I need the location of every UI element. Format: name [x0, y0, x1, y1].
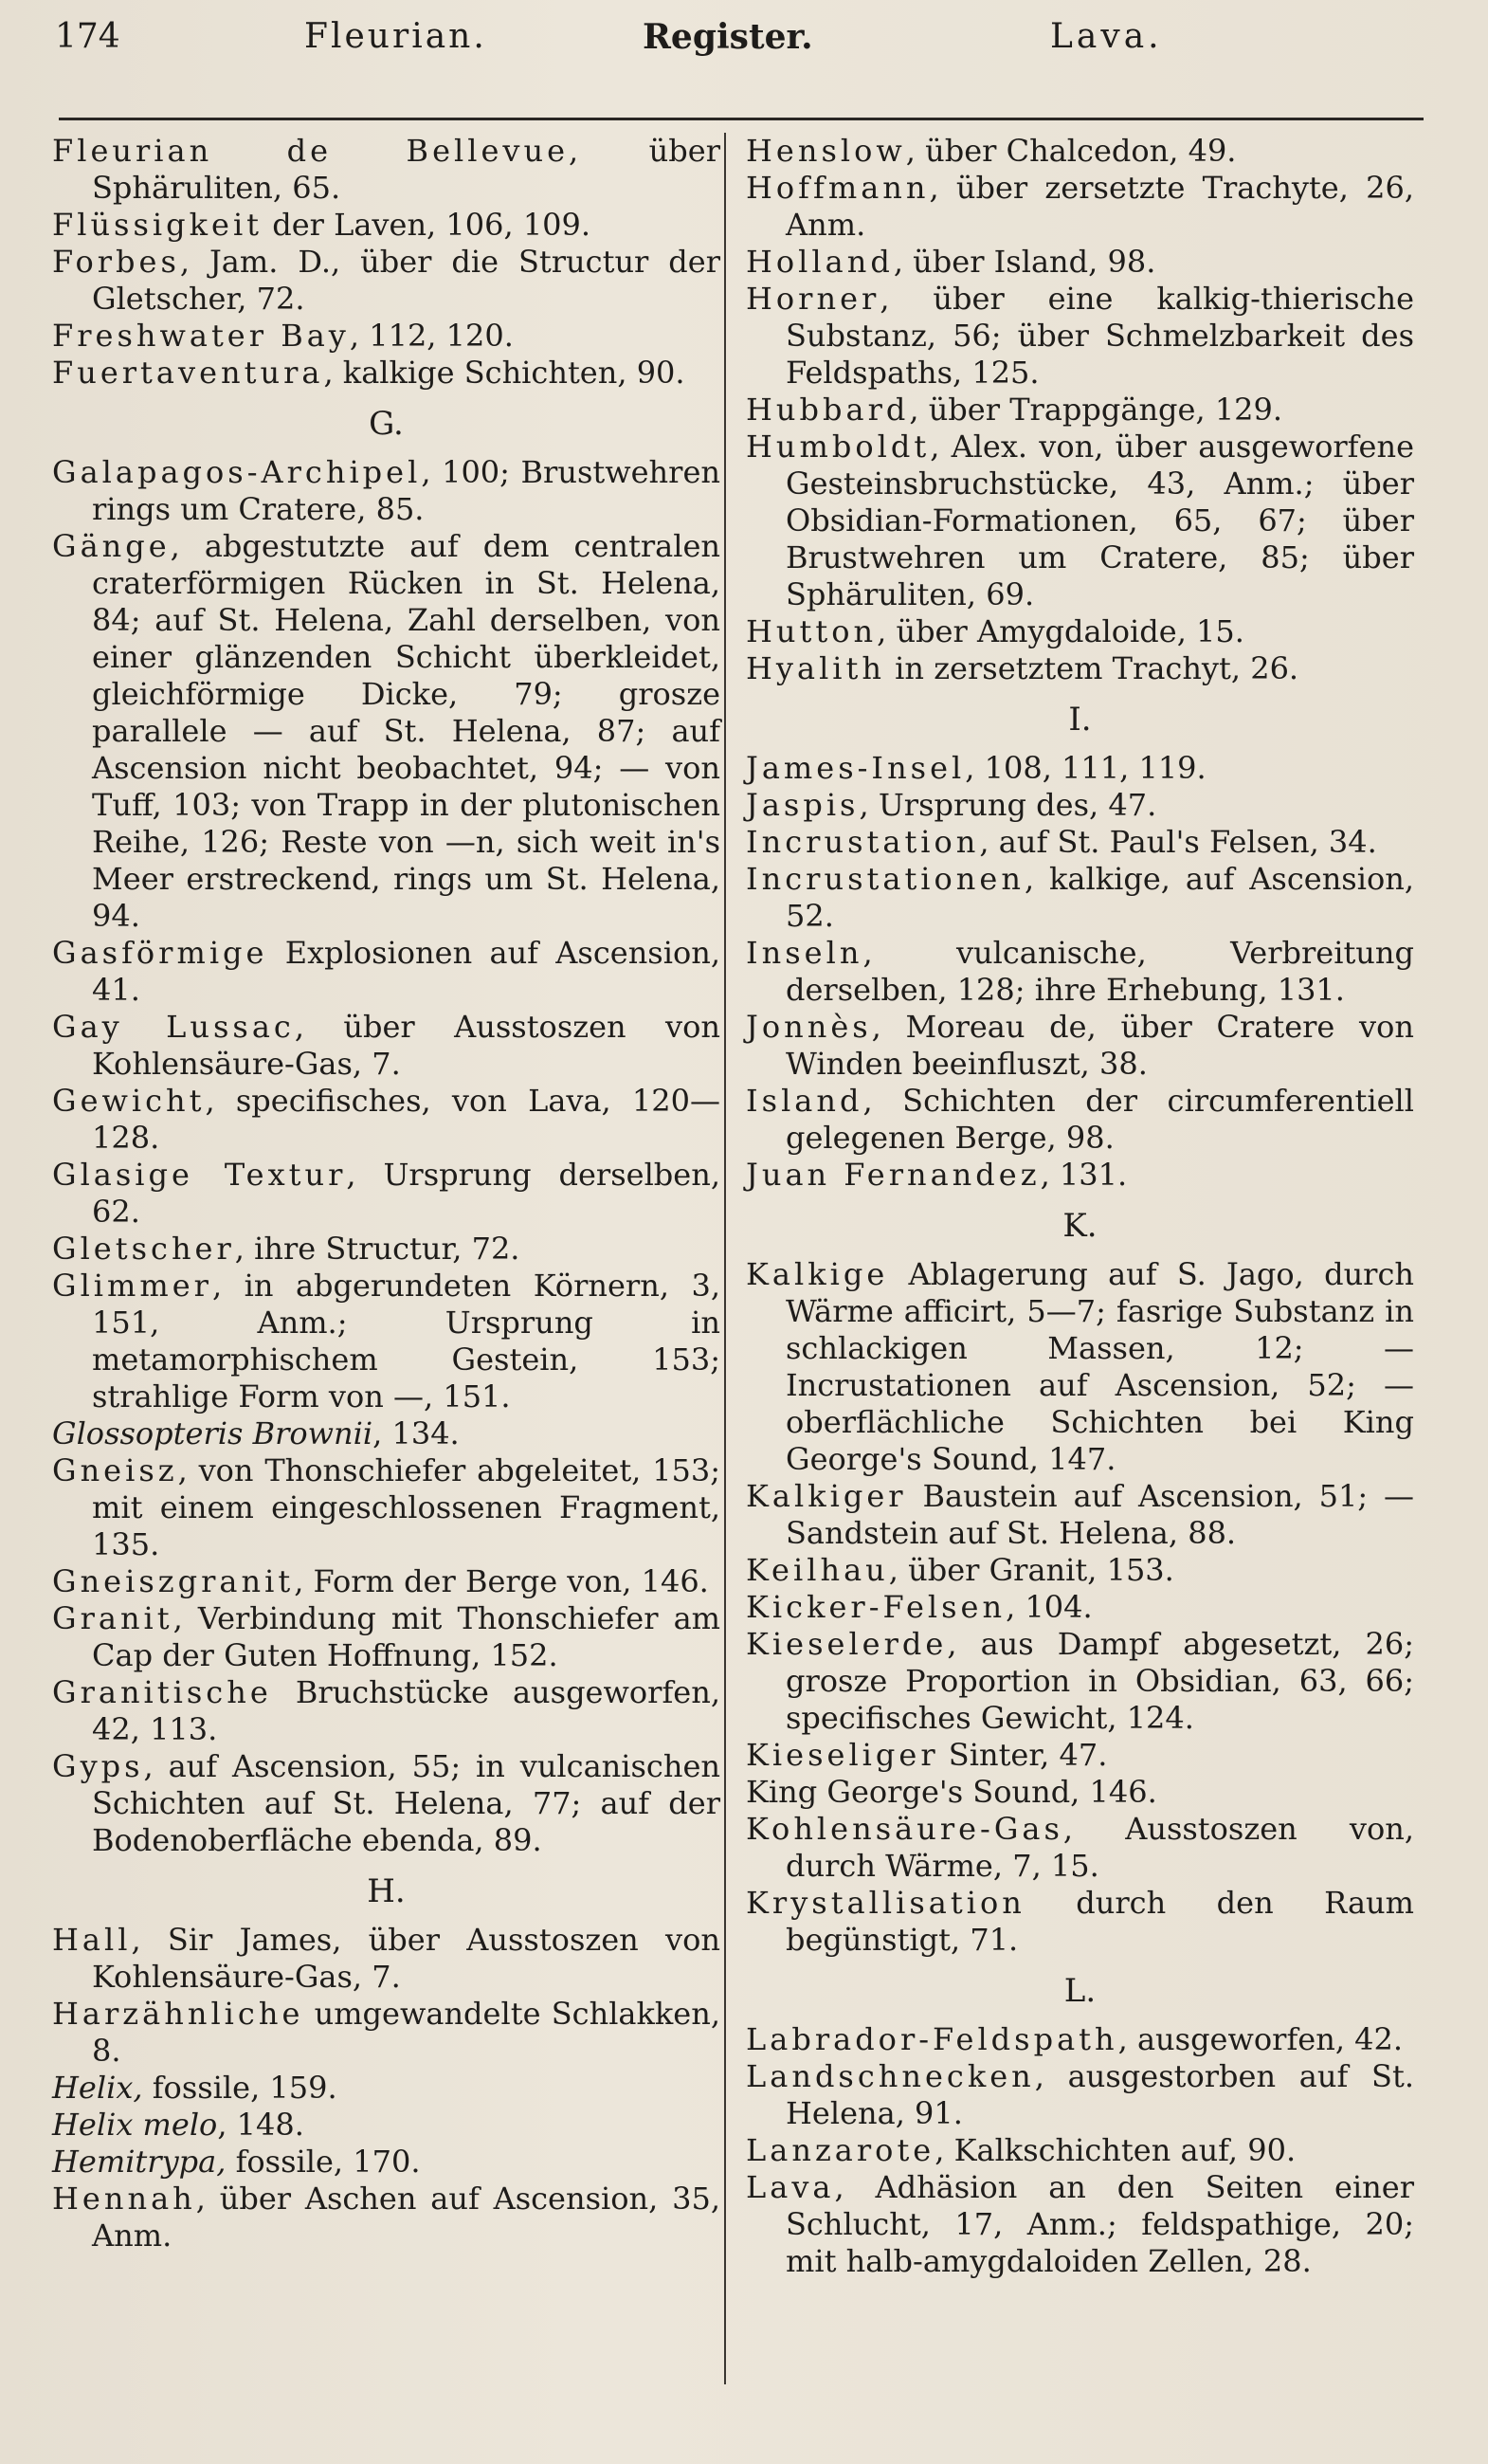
entry-text: , ihre Structur, 72.: [234, 1231, 520, 1267]
entry-headword: Helix melo: [52, 2107, 218, 2143]
entry-headword: Fleurian de Bellevue: [52, 133, 570, 169]
entry-text: , Alex. von, über ausgeworfene Gesteinsbruchstücke, 43, Anm.; über Obsidian-Formationen, 65, 67; über Brustwehren um Cratere, 85; über Sphäruliten, 69.: [786, 429, 1414, 612]
entry-headword: Forbes: [52, 244, 180, 280]
index-entry: [52, 1231, 720, 1268]
index-entry: [52, 1600, 720, 1674]
index-entry: [52, 1674, 720, 1748]
index-entry: [746, 429, 1414, 613]
index-entry: [746, 613, 1414, 650]
index-entry: [52, 2144, 720, 2181]
index-entry: [52, 1157, 720, 1231]
entry-headword: Island: [746, 1083, 863, 1119]
entry-headword: Lanzarote: [746, 2132, 935, 2168]
entry-headword: Juan Fernandez: [746, 1157, 1041, 1193]
index-entry: [52, 1996, 720, 2070]
entry-text: Bruchstücke ausgeworfen, 42, 113.: [92, 1674, 720, 1747]
index-entry: [746, 2169, 1414, 2280]
entry-headword: Kalkige: [746, 1256, 889, 1292]
entry-headword: Hubbard: [746, 392, 910, 428]
entry-text: , 108, 111, 119.: [965, 750, 1207, 786]
entry-headword: Jonnès: [746, 1009, 872, 1045]
entry-headword: Gewicht: [52, 1083, 206, 1119]
entry-text: in zersetztem Trachyt, 26.: [885, 650, 1299, 686]
index-entry: [52, 935, 720, 1009]
entry-headword: James-Insel: [746, 750, 966, 786]
entry-text: , über Amygdaloide, 15.: [877, 613, 1244, 649]
index-entry: [52, 2181, 720, 2254]
running-head: [55, 17, 1420, 74]
entry-text: , Ausstoszen von, durch Wärme, 7, 15.: [786, 1811, 1414, 1884]
entry-text: , Ursprung des, 47.: [859, 787, 1157, 823]
index-entry: [52, 207, 720, 244]
entry-headword: Hutton: [746, 613, 878, 649]
entry-text: fossile, 159.: [142, 2070, 337, 2106]
entry-text: , Moreau de, über Cratere von Winden beeinfluszt, 38.: [786, 1009, 1414, 1082]
entry-text: , kalkige, auf Ascension, 52.: [786, 861, 1414, 934]
entry-text: , in abgerundeten Körnern, 3, 151, Anm.; Ursprung in metamorphischem Gestein, 153; strahlige Form von —, 151.: [92, 1268, 720, 1415]
entry-headword: Kieselerde: [746, 1626, 948, 1662]
entry-headword: Holland: [746, 244, 894, 280]
index-entry: [746, 1083, 1414, 1157]
entry-text: , Sir James, über Ausstoszen von Kohlensäure-Gas, 7.: [92, 1922, 720, 1995]
index-entry: [746, 750, 1414, 787]
entry-text: durch den Raum begünstigt, 71.: [786, 1885, 1414, 1958]
entry-text: , 100; Brustwehren rings um Cratere, 85.: [92, 454, 720, 527]
entry-headword: Jaspis: [746, 787, 860, 823]
entry-text: , Adhäsion an den Seiten einer Schlucht, 17, Anm.; feldspathige, 20; mit halb-amygdaloiden Zellen, 28.: [786, 2169, 1414, 2279]
entry-headword: Krystallisation: [746, 1885, 1025, 1921]
index-entry: [746, 1811, 1414, 1885]
running-head-right: Lava.: [1050, 17, 1163, 56]
entry-headword: Gyps: [52, 1748, 144, 1784]
index-entry: [746, 1774, 1414, 1811]
entry-headword: Glimmer: [52, 1268, 212, 1304]
index-entry: [52, 1415, 720, 1452]
section-letter-k: K.: [1062, 1207, 1098, 1245]
index-entry: [52, 355, 720, 392]
entry-text: Ablagerung auf S. Jago, durch Wärme afficirt, 5—7; fasrige Substanz in schlackigen Massen, 12; — Incrustationen auf Ascension, 52; — oberflächliche Schichten bei King George's Sound, 147.: [786, 1256, 1414, 1477]
entry-text: , über Chalcedon, 49.: [905, 133, 1237, 169]
entry-text: , 112, 120.: [349, 318, 514, 354]
index-entry: [52, 1009, 720, 1083]
entry-text: , Schichten der circumferentiell gelegenen Berge, 98.: [786, 1083, 1414, 1156]
entry-headword: Kicker-Felsen: [746, 1589, 1007, 1625]
entry-text: fossile, 170.: [226, 2144, 421, 2180]
index-entry: [746, 935, 1414, 1009]
entry-headword: Fuertaventura: [52, 355, 324, 391]
entry-headword: King: [746, 1774, 818, 1810]
entry-text: , ausgeworfen, 42.: [1117, 2021, 1404, 2057]
index-entry: [746, 1589, 1414, 1626]
entry-headword: Labrador-Feldspath: [746, 2021, 1118, 2057]
index-entry: [746, 1157, 1414, 1194]
index-entry: [746, 1009, 1414, 1083]
index-entry: [746, 392, 1414, 429]
column-divider: [724, 133, 726, 2384]
entry-headword: Gay Lussac: [52, 1009, 295, 1045]
entry-headword: Hennah: [52, 2181, 196, 2217]
index-entry: [746, 2058, 1414, 2132]
entry-text: , über Granit, 153.: [888, 1552, 1174, 1588]
index-entry: [52, 1452, 720, 1563]
entry-text: Sinter, 47.: [938, 1737, 1108, 1773]
index-entry: [52, 1083, 720, 1157]
entry-headword: Humboldt: [746, 429, 931, 465]
index-entry: [746, 650, 1414, 687]
running-head-left: Fleurian.: [304, 17, 487, 56]
entry-text: , Kalkschichten auf, 90.: [935, 2132, 1297, 2168]
index-entry: [746, 1478, 1414, 1552]
section-letter-g: G.: [369, 405, 404, 443]
entry-headword: Galapagos-Archipel: [52, 454, 422, 490]
right-column: [746, 133, 1414, 2280]
entry-text: , auf Ascension, 55; in vulcanischen Schichten auf St. Helena, 77; auf der Bodenoberfläche ebenda, 89.: [92, 1748, 720, 1858]
entry-headword: Horner: [746, 281, 880, 317]
index-entry: [746, 824, 1414, 861]
header-rule: [59, 118, 1424, 120]
index-entry: [52, 1922, 720, 1996]
entry-headword: Gletscher: [52, 1231, 235, 1267]
entry-text: , über Aschen auf Ascension, 35, Anm.: [92, 2181, 720, 2254]
index-entry: [746, 1885, 1414, 1959]
entry-text: , von Thonschiefer abgeleitet, 153; mit einem eingeschlossenen Fragment, 135.: [92, 1452, 720, 1562]
entry-text: , 104.: [1006, 1589, 1093, 1625]
entry-headword: Kohlensäure-Gas: [746, 1811, 1063, 1847]
entry-headword: Glossopteris Brownii: [52, 1415, 373, 1451]
entry-text: , 131.: [1040, 1157, 1128, 1193]
section-letter-h: H.: [367, 1872, 406, 1910]
index-entry: [746, 861, 1414, 935]
entry-headword: Flüssigkeit: [52, 207, 263, 243]
entry-text: , vulcanische, Verbreitung derselben, 128; ihre Erhebung, 131.: [786, 935, 1414, 1008]
entry-text: , Verbindung mit Thonschiefer am Cap der Guten Hoffnung, 152.: [92, 1600, 720, 1673]
entry-text: , Ursprung derselben, 62.: [92, 1157, 720, 1230]
section-letter-l: L.: [1063, 1972, 1097, 2010]
entry-headword: Gneiszgranit: [52, 1563, 295, 1599]
entry-text: , Form der Berge von, 146.: [294, 1563, 709, 1599]
entry-headword: Landschnecken: [746, 2058, 1035, 2094]
left-column: [52, 133, 720, 2254]
page-number: 174: [55, 17, 120, 56]
index-entry: [746, 1256, 1414, 1478]
index-entry: [52, 2070, 720, 2107]
entry-text: George's Sound, 146.: [817, 1774, 1157, 1810]
entry-headword: Granit: [52, 1600, 173, 1636]
entry-text: , über Ausstoszen von Kohlensäure-Gas, 7.: [92, 1009, 721, 1082]
index-entry: [52, 2107, 720, 2144]
section-letter-i: I.: [1068, 701, 1092, 739]
entry-headword: Hyalith: [746, 650, 885, 686]
index-entry: [746, 133, 1414, 170]
entry-text: Explosionen auf Ascension, 41.: [92, 935, 720, 1008]
entry-text: , kalkige Schichten, 90.: [323, 355, 685, 391]
entry-text: , über Sphäruliten, 65.: [92, 133, 721, 206]
entry-headword: Incrustationen: [746, 861, 1025, 897]
entry-headword: Lava: [746, 2169, 835, 2205]
index-entry: [746, 281, 1414, 392]
entry-text: , über Island, 98.: [893, 244, 1156, 280]
entry-text: , über zersetzte Trachyte, 26, Anm.: [786, 170, 1414, 243]
entry-text: , aus Dampf abgesetzt, 26; grosze Proportion in Obsidian, 63, 66; specifisches Gewicht, 124.: [786, 1626, 1414, 1736]
entry-text: , abgestutzte auf dem centralen craterförmigen Rücken in St. Helena, 84; auf St. Helena, Zahl derselben, von einer glänzenden Schicht überkleidet, gleichförmige Dicke, 79; grosze parallele — auf St. Helena, 87; auf Ascension nicht beobachtet, 94; — von Tuff, 103; von Trapp in der plutonischen Reihe, 126; Reste von —n, sich weit in's Meer erstreckend, rings um St. Helena, 94.: [92, 528, 720, 934]
entry-text: , ausgestorben auf St. Helena, 91.: [786, 2058, 1414, 2131]
entry-headword: Gänge: [52, 528, 171, 564]
entry-text: , specifisches, von Lava, 120—128.: [92, 1083, 720, 1156]
entry-headword: Inseln: [746, 935, 863, 971]
entry-text: , 134.: [372, 1415, 460, 1451]
index-entry: [52, 1563, 720, 1600]
entry-text: , über Trappgänge, 129.: [909, 392, 1283, 428]
entry-text: , auf St. Paul's Felsen, 34.: [979, 824, 1377, 860]
entry-text: der Laven, 106, 109.: [263, 207, 591, 243]
index-entry: [746, 1552, 1414, 1589]
index-entry: [746, 244, 1414, 281]
index-entry: [746, 1737, 1414, 1774]
index-entry: [52, 1268, 720, 1415]
entry-headword: Incrustation: [746, 824, 980, 860]
entry-headword: Glasige Textur: [52, 1157, 347, 1193]
index-entry: [746, 787, 1414, 824]
entry-headword: Harzähnliche: [52, 1996, 304, 2032]
index-entry: [746, 1626, 1414, 1737]
entry-headword: Keilhau: [746, 1552, 889, 1588]
entry-headword: Hoffmann: [746, 170, 930, 206]
index-entry: [52, 244, 720, 318]
entry-headword: Hemitrypa,: [52, 2144, 227, 2180]
entry-headword: Gneisz: [52, 1452, 178, 1488]
entry-headword: Kalkiger: [746, 1478, 907, 1514]
entry-headword: Henslow: [746, 133, 906, 169]
entry-text: umgewandelte Schlakken, 8.: [92, 1996, 720, 2069]
entry-headword: Hall: [52, 1922, 132, 1958]
index-entry: [52, 318, 720, 355]
index-entry: [52, 454, 720, 528]
entry-text: , 148.: [217, 2107, 304, 2143]
index-entry: [52, 528, 720, 935]
entry-text: , über eine kalkig-thierische Substanz, 56; über Schmelzbarkeit des Feldspaths, 125.: [786, 281, 1414, 391]
entry-text: , Jam. D., über die Structur der Gletscher, 72.: [92, 244, 720, 317]
running-head-center: Register.: [643, 17, 813, 57]
index-entry: [746, 170, 1414, 244]
index-entry: [52, 1748, 720, 1859]
entry-headword: Kieseliger: [746, 1737, 939, 1773]
entry-headword: Freshwater Bay: [52, 318, 350, 354]
entry-headword: Gasförmige: [52, 935, 268, 971]
entry-headword: Helix,: [52, 2070, 143, 2106]
index-entry: [746, 2021, 1414, 2058]
entry-headword: Granitische: [52, 1674, 272, 1710]
index-entry: [52, 133, 720, 207]
entry-text: Baustein auf Ascension, 51; — Sandstein auf St. Helena, 88.: [786, 1478, 1414, 1551]
index-entry: [746, 2132, 1414, 2169]
